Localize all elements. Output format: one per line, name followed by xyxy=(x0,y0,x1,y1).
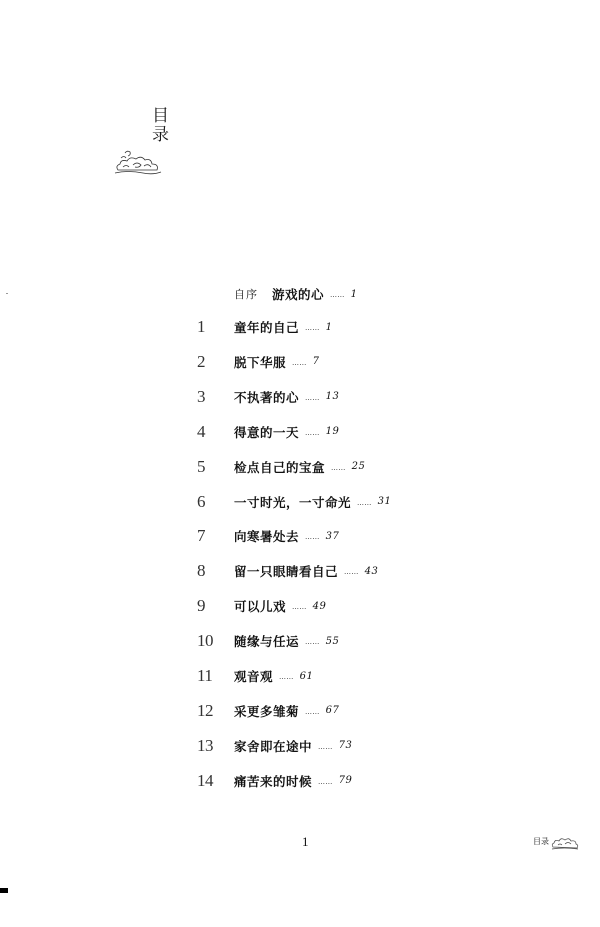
toc-entry-number: 8 xyxy=(197,561,205,581)
toc-entry-page: 73 xyxy=(338,740,353,752)
toc-entry-text xyxy=(234,388,339,406)
toc-entry-leader: …… xyxy=(292,358,307,367)
toc-entry-number: 10 xyxy=(197,631,213,651)
toc-entry-title: 留一只眼睛看自己 xyxy=(234,564,339,580)
toc-entry-text xyxy=(234,493,391,511)
toc-entry-number: 9 xyxy=(197,596,205,616)
toc-entry-row xyxy=(0,525,600,547)
toc-entry-row xyxy=(0,595,600,617)
preface-title: 游戏的心 xyxy=(272,287,325,302)
toc-entry-title: 采更多雏菊 xyxy=(234,703,300,719)
toc-entry-title: 可以儿戏 xyxy=(234,599,287,615)
footer-cloud-icon xyxy=(550,833,580,851)
toc-entry-leader: …… xyxy=(318,742,333,751)
toc-entry-row xyxy=(0,735,600,757)
toc-entry-text xyxy=(234,772,352,790)
page-number: 1 xyxy=(302,834,309,849)
toc-entry-title: 随缘与任运 xyxy=(234,634,300,650)
toc-entry-number: 14 xyxy=(197,770,213,790)
toc-entry-title: 得意的一天 xyxy=(234,424,300,440)
toc-entry-text xyxy=(234,423,339,441)
toc-entry-title: 检点自己的宝盒 xyxy=(234,459,326,475)
toc-entry-row xyxy=(0,665,600,687)
toc-entry-title: 向寒暑处去 xyxy=(234,529,300,545)
toc-entry-row xyxy=(0,456,600,478)
toc-entry-row xyxy=(0,316,600,338)
toc-entry-text xyxy=(234,632,339,650)
toc-entry-number: 6 xyxy=(197,491,205,511)
toc-entry-page: 7 xyxy=(312,356,320,368)
toc-entry-title: 脱下华服 xyxy=(234,354,287,370)
toc-entry-title: 家舍即在途中 xyxy=(234,738,313,754)
toc-preface-row xyxy=(234,284,358,304)
toc-entry-leader: …… xyxy=(305,533,320,542)
toc-entry-title: 一寸时光，一寸命光 xyxy=(234,494,352,510)
toc-entry-number: 4 xyxy=(197,421,205,441)
preface-leader: …… xyxy=(330,291,345,299)
toc-entry-row xyxy=(0,386,600,408)
cloud-ornament-icon xyxy=(113,146,163,176)
toc-entry-number: 2 xyxy=(197,351,205,371)
toc-entry-page: 49 xyxy=(312,600,327,612)
toc-entry-title: 不执著的心 xyxy=(234,389,300,405)
toc-entry-leader: …… xyxy=(305,393,320,402)
toc-entry-number: 13 xyxy=(197,735,213,755)
toc-entry-page: 55 xyxy=(325,635,340,647)
toc-entry-text xyxy=(234,458,365,476)
toc-entry-text xyxy=(234,597,326,615)
toc-entry-page: 31 xyxy=(377,496,392,507)
toc-entry-row xyxy=(0,491,600,513)
toc-entry-text xyxy=(234,737,352,755)
toc-entry-text xyxy=(234,702,339,720)
toc-entry-title: 童年的自己 xyxy=(234,320,300,335)
toc-entry-number: 1 xyxy=(197,317,205,336)
toc-entry-number: 7 xyxy=(197,526,205,546)
toc-entry-leader: …… xyxy=(318,777,333,786)
preface-label: 自序 xyxy=(234,288,258,301)
toc-entry-leader: …… xyxy=(292,603,307,612)
toc-entry-row xyxy=(0,630,600,652)
toc-entry-row xyxy=(0,351,600,373)
toc-entry-text xyxy=(234,562,378,580)
toc-entry-number: 11 xyxy=(197,666,213,685)
toc-entry-row xyxy=(0,770,600,792)
toc-entry-page: 1 xyxy=(325,321,333,333)
toc-entry-row xyxy=(0,700,600,722)
scan-dot-mark xyxy=(6,293,8,294)
toc-entry-page: 43 xyxy=(364,565,379,577)
toc-entry-page: 25 xyxy=(351,461,366,473)
toc-entry-leader: …… xyxy=(357,498,372,507)
toc-entry-number: 12 xyxy=(197,700,213,720)
toc-entry-page: 67 xyxy=(325,705,340,717)
toc-entry-page: 37 xyxy=(325,530,340,542)
toc-entry-number: 5 xyxy=(197,456,205,476)
toc-entry-page: 13 xyxy=(325,391,340,403)
toc-entry-row xyxy=(0,560,600,582)
toc-entry-leader: …… xyxy=(305,638,320,647)
toc-entry-page: 79 xyxy=(338,775,353,787)
toc-entry-text xyxy=(234,318,333,336)
footer-section-label: 目录 xyxy=(533,837,549,846)
toc-entry-text xyxy=(234,667,313,685)
preface-page: 1 xyxy=(350,288,358,300)
toc-entry-page: 19 xyxy=(325,426,340,438)
toc-entry-leader: …… xyxy=(305,428,320,437)
toc-entry-row xyxy=(0,421,600,443)
toc-entry-leader: …… xyxy=(344,568,359,577)
toc-entry-title: 痛苦来的时候 xyxy=(234,773,313,789)
toc-entry-leader: …… xyxy=(331,463,346,472)
toc-heading: 目录 xyxy=(148,106,168,144)
scan-edge-mark xyxy=(0,888,8,893)
toc-entry-leader: …… xyxy=(279,673,294,681)
toc-entry-leader: …… xyxy=(305,324,320,332)
toc-entry-text xyxy=(234,527,339,545)
toc-entry-title: 观音观 xyxy=(234,669,274,684)
toc-entry-number: 3 xyxy=(197,386,205,406)
toc-entry-page: 61 xyxy=(299,670,314,682)
toc-entry-leader: …… xyxy=(305,707,320,716)
toc-entry-text xyxy=(234,353,320,371)
